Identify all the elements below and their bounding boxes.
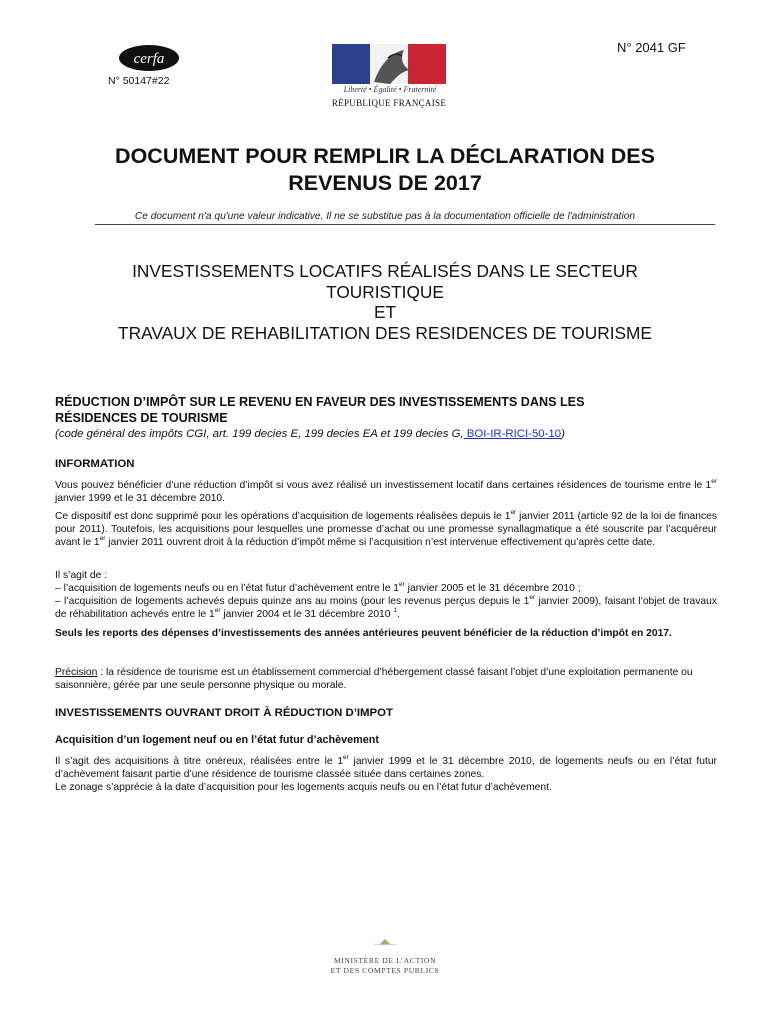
reduction-heading xyxy=(55,395,717,426)
p1-text-b: janvier 1999 et le 31 décembre 2010. xyxy=(55,493,226,505)
p6-text-b: janvier 1999 et le 31 décembre 2010, de logements neufs ou en l’état futur d’achèvement faisant partie d’une résidence de tourisme classée située dans certaines zones. xyxy=(55,756,717,781)
divider xyxy=(95,224,715,225)
acquisition-text xyxy=(55,755,717,781)
ordinal-sup: er xyxy=(343,754,349,761)
code-reference-text: (code général des impôts CGI, art. 199 decies E, 199 decies EA et 199 decies G, xyxy=(55,428,464,440)
information-list xyxy=(55,569,717,621)
section-title-line-1: INVESTISSEMENTS LOCATIFS RÉALISÉS DANS LE SECTEUR xyxy=(132,261,638,281)
reduction-heading-line-2: RÉSIDENCES DE TOURISME xyxy=(55,410,228,425)
title-line-1: DOCUMENT POUR REMPLIR LA DÉCLARATION DES xyxy=(115,144,655,168)
document-title xyxy=(0,143,770,197)
ordinal-sup: er xyxy=(399,581,405,589)
code-reference xyxy=(55,428,717,441)
ordinal-sup: er xyxy=(711,478,717,485)
investissements-heading: INVESTISSEMENTS OUVRANT DROIT À RÉDUCTION D’IMPOT xyxy=(55,707,393,719)
information-paragraph-2 xyxy=(55,510,717,549)
list-item xyxy=(55,582,717,595)
ministry-line-1: MINISTÈRE DE L’ACTION xyxy=(333,956,437,965)
precision-paragraph xyxy=(55,666,717,692)
reduction-heading-line-1: RÉDUCTION D’IMPÔT SUR LE REVENU EN FAVEUR DES INVESTISSEMENTS DANS LES xyxy=(55,395,585,409)
section-title-line-4: TRAVAUX DE REHABILITATION DES RESIDENCES DE TOURISME xyxy=(118,322,652,343)
title-line-2: REVENUS DE 2017 xyxy=(288,171,482,195)
cerfa-number: N° 50147#22 xyxy=(108,75,170,87)
list-item: – l’acquisition de logements achevés depuis quinze ans au moins (pour les revenus perçus depuis le 1er janvier 2009), faisant l’objet de travaux de réhabilitation achevés entre le 1er janvier 2004 et le 31 décembre 2010 $^1$. xyxy=(55,594,718,621)
boi-link[interactable]: BOI-IR-RICI-50-10 xyxy=(463,428,562,440)
disclaimer: Ce document n'a qu'une valeur indicative. Il ne se substitue pas à la documentation officielle de l'administration xyxy=(134,211,636,222)
zonage-text: Le zonage s’apprécie à la date d’acquisition pour les logements acquis neufs ou en l’état futur d’achèvement. xyxy=(55,782,552,794)
republic-name: RÉPUBLIQUE FRANÇAISE xyxy=(331,98,447,108)
section-title xyxy=(0,261,770,343)
ministry-line-2: ET DES COMPTES PUBLICS xyxy=(330,965,440,975)
list-item-2-text-a: – l’acquisition de logements achevés depuis quinze ans au moins (pour les revenus perçus depuis le 1 xyxy=(55,596,530,608)
precision-text: : la résidence de tourisme est un établissement commercial d’hébergement classé faisant l’objet d’une exploitation permanente ou saisonnière, gérée par une seule personne physique ou morale. xyxy=(55,667,693,692)
ordinal-sup: er xyxy=(529,594,536,602)
information-paragraph-1 xyxy=(55,479,717,505)
ordinal-sup: er xyxy=(99,535,106,543)
p2-text-a: Ce dispositif est donc supprimé pour les opérations d’acquisition de logements réalisées depuis le 1 xyxy=(55,511,511,522)
precision-label: Précision xyxy=(55,667,98,678)
list-item-2-text-b: janvier 2009), faisant l’objet de travaux de réhabilitation achevés entre le 1 xyxy=(55,596,718,621)
form-number: N° 2041 GF xyxy=(617,40,686,55)
information-heading: INFORMATION xyxy=(55,458,135,470)
list-item-2-text-c: janvier 2004 et le 31 décembre 2010 xyxy=(220,609,394,621)
acquisition-subheading: Acquisition d’un logement neuf ou en l’état futur d’achèvement xyxy=(55,734,379,746)
p2-text-b: janvier 2011 (article 92 de la loi de finances pour 2011). Toutefois, les acquisitions pour lesquelles une promesse d’achat ou une promesse synallagmatique a été souscrite par l’acquéreur avant le 1 xyxy=(55,511,717,549)
p6-text-a: Il s’agit des acquisitions à titre onéreux, réalisées entre le 1 xyxy=(55,756,344,767)
footnote-mark[interactable]: 1 xyxy=(393,607,398,615)
section-title-line-3: ET xyxy=(373,302,397,322)
cerfa-logo xyxy=(118,44,180,72)
acquisition-paragraph xyxy=(55,755,717,794)
svg-text:cerfa: cerfa xyxy=(133,51,165,67)
republic-motto: Liberté • Égalité • Fraternité xyxy=(343,85,437,94)
section-title-line-2: TOURISTIQUE xyxy=(326,281,444,302)
ministry-name xyxy=(290,956,480,975)
ordinal-sup: er xyxy=(510,509,517,516)
p2-text-c: janvier 2011 ouvrent droit à la réduction d’impôt même si l’acquisition n’est intervenue effectivement qu’après cette date. xyxy=(105,537,656,549)
ministry-emblem xyxy=(300,938,470,954)
list-item-1-text-b: janvier 2005 et le 31 décembre 2010 ; xyxy=(404,583,581,595)
ordinal-sup: er xyxy=(214,607,221,615)
p1-text-a: Vous pouvez bénéficier d’une réduction d’impôt si vous avez réalisé un investissement locatif dans certaines résidences de tourisme entre le 1 xyxy=(55,480,712,491)
information-paragraph-bold: Seuls les reports des dépenses d’investissements des années antérieures peuvent bénéficier de la réduction d’impôt en 2017. xyxy=(55,628,672,639)
list-item-1-text-a: – l’acquisition de logements neufs ou en l’état futur d’achèvement entre le 1 xyxy=(55,583,400,595)
code-reference-close: ) xyxy=(561,428,565,440)
list-intro: Il s’agit de : xyxy=(55,570,108,581)
